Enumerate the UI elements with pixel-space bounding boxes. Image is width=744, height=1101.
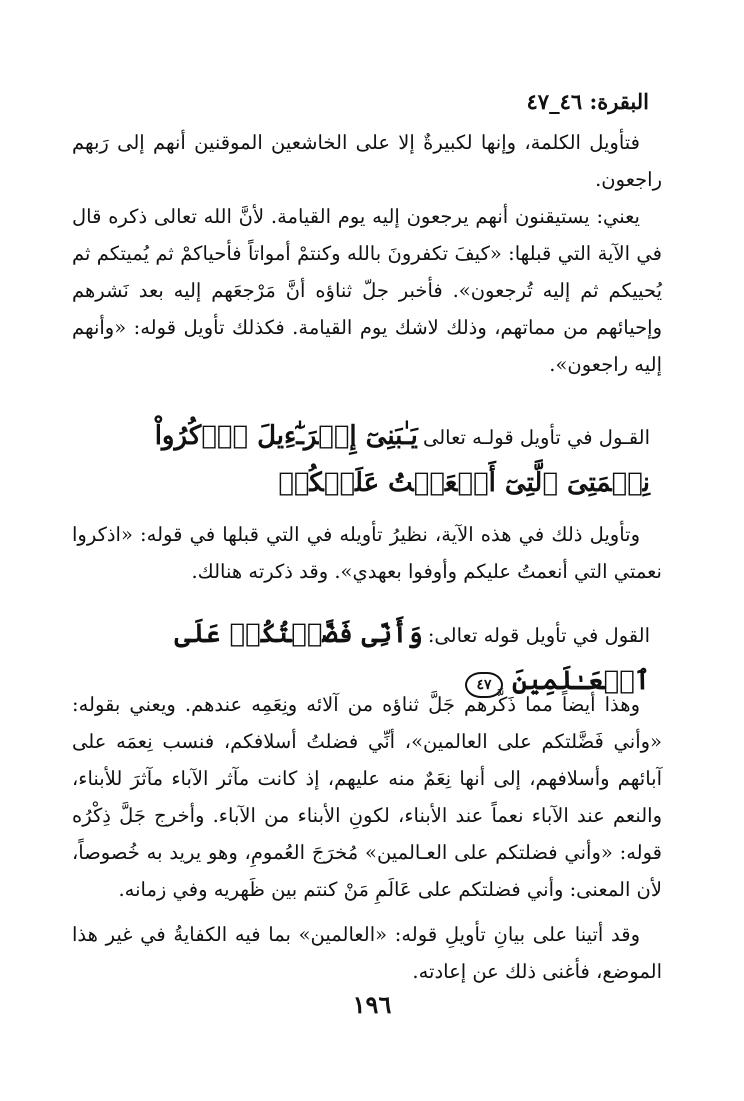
paragraph-2: يعني: يستيقنون أنهم يرجعون إليه يوم القيامة. لأنَّ الله تعالى ذكره قال في الآية التي قبلها: «كيفَ تكفرونَ بالله وكنتمْ أمواتاً فأحياكمْ ثم يُميتكم ثم يُحييكم ثم إليه تُرجعون». فأخبر جلّ ثناؤه أنَّ مَرْجعَهم إليه بعد نَشرهم وإحيائهم من مماتهم، وذلك لاشك يوم القيامة. فكذلك تأويل قوله: «وأنهم إليه راجعون». xyxy=(72,205,662,376)
quran-verse-2: وَأَنِّى فَضَّلۡتُكُمۡ عَلَى ٱلۡعَـٰلَمِينَ xyxy=(174,619,650,696)
paragraph-5: وقد أتينا على بيانِ تأويلِ قوله: «العالمين» بما فيه الكفايةُ في غير هذا الموضع، فأغنى ذلك عن إعادته. xyxy=(72,923,662,983)
section-heading-1-intro: القـول في تأويل قولـه تعالى xyxy=(422,426,650,449)
section-heading-2-intro: القول في تأويل قوله تعالى: xyxy=(427,624,650,647)
paragraph-1: فتأويل الكلمة، وإنها لكبيرةٌ إلا على الخاشعين الموقنين أنهم إلى رَبهم راجعون. xyxy=(72,131,662,191)
page-number: ١٩٦ xyxy=(352,990,392,1019)
running-head: البقرة: ٤٦_٤٧ xyxy=(526,89,649,114)
section-heading-1 xyxy=(70,414,650,508)
quran-verse-1: يَـٰبَنِىٓ إِسۡرَـٰٓءِيلَ ٱذۡكُرُواْ نِعۡمَتِىَ ٱلَّتِىٓ أَنۡعَمۡتُ عَلَيۡكُمۡ xyxy=(154,421,650,498)
paragraph-4: وهذا أيضاً مما ذَكَّرهم جَلَّ ثناؤه من آلائه ونِعَمِه عندهم. ويعني بقوله: «وأني فَضَّلتكم على العالمين»، أنِّي فضلتُ أسلافكم، فنسب نِعمَه على آبائهم وأسلافهم، إلى أنها نِعَمٌ منه عليهم، إذ كانت مآثر الآباء مآثرَ للأبناء، والنعم عند الآباء نعماً عند الأبناء، لكونِ الأبناء من الآباء. وأخرج جَلَّ ذِكْرُه قوله: «وأني فضلتكم على العـالمين» مُخرَجَ العُمومِ، وهو يريد به خُصوصاً، لأن المعنى: وأني فضلتكم على عَالَمِ مَنْ كنتم بين ظَهريه وفي زمانه. xyxy=(72,693,662,901)
paragraph-3: وتأويل ذلك في هذه الآية، نظيرُ تأويله في التي قبلها في قوله: «اذكروا نعمتي التي أنعمتُ عليكم وأوفوا بعهدي». وقد ذكرته هنالك. xyxy=(72,523,662,583)
ayah-number-badge: ٤٧ xyxy=(465,672,503,698)
